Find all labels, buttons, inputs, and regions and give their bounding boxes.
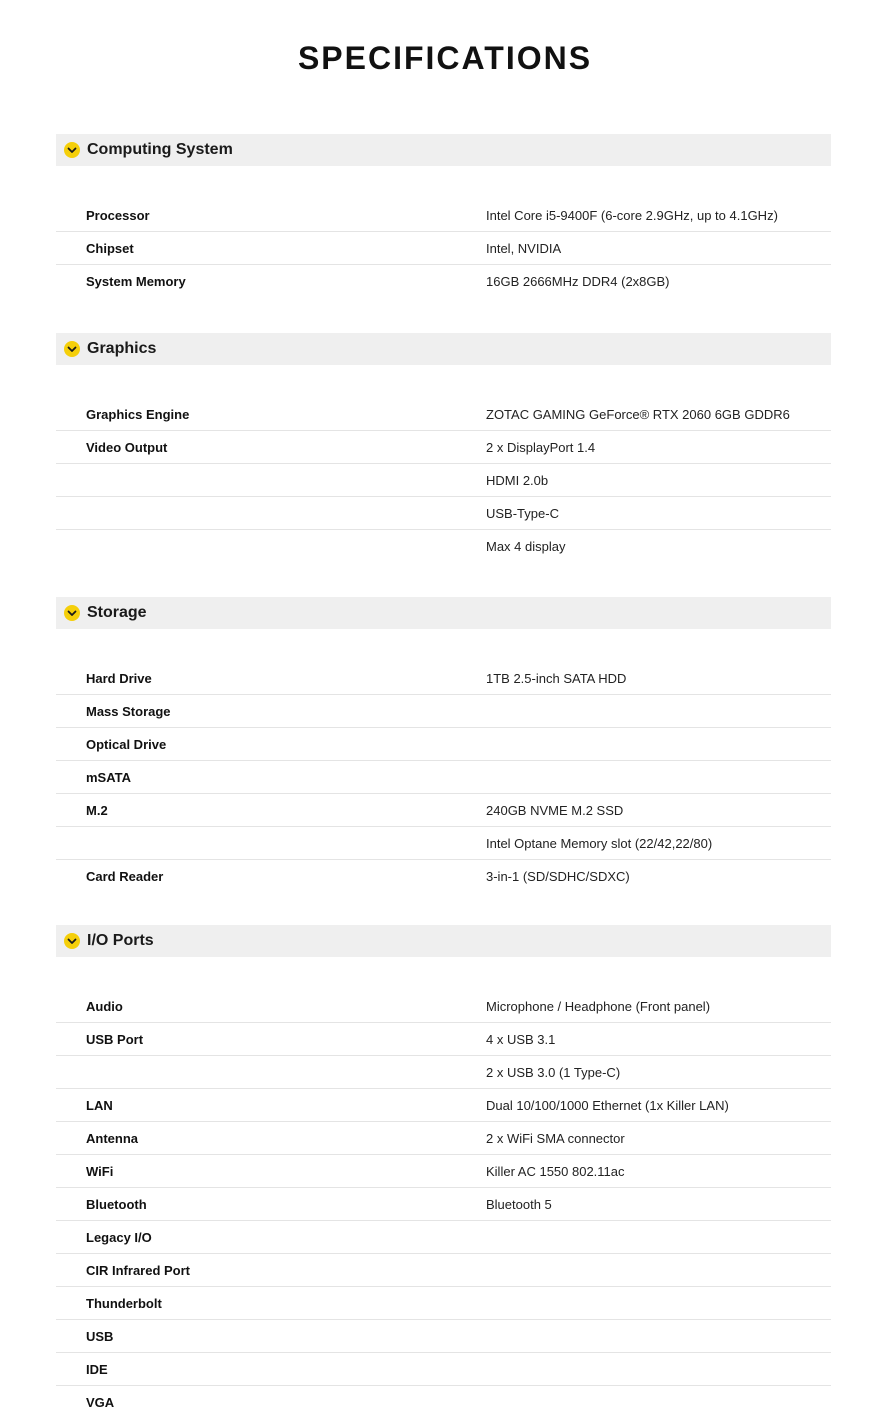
spec-value: Dual 10/100/1000 Ethernet (1x Killer LAN) <box>486 1097 729 1113</box>
spec-section-storage <box>56 597 831 892</box>
spec-label: Antenna <box>86 1130 138 1146</box>
spec-value: 1TB 2.5-inch SATA HDD <box>486 670 627 686</box>
spec-row <box>56 464 831 497</box>
section-title: Computing System <box>87 141 233 158</box>
spec-row <box>56 530 831 562</box>
spec-rows <box>56 398 831 562</box>
spec-rows <box>56 990 831 1418</box>
spec-value: Max 4 display <box>486 538 566 554</box>
spec-row <box>56 199 831 232</box>
spec-value: Intel Optane Memory slot (22/42,22/80) <box>486 835 713 851</box>
spec-row <box>56 1023 831 1056</box>
spec-label: Optical Drive <box>86 736 167 752</box>
spec-row <box>56 1188 831 1221</box>
spec-row <box>56 695 831 728</box>
spec-value: Killer AC 1550 802.11ac <box>486 1163 625 1179</box>
spec-label: VGA <box>86 1394 115 1410</box>
spec-row <box>56 662 831 695</box>
page-title: SPECIFICATIONS <box>297 40 593 76</box>
spec-value: 2 x WiFi SMA connector <box>486 1130 625 1146</box>
spec-label: Graphics Engine <box>86 406 190 422</box>
spec-value: 240GB NVME M.2 SSD <box>486 802 624 818</box>
spec-label: Mass Storage <box>86 703 171 719</box>
spec-section-graphics <box>56 333 831 562</box>
section-header-computing-system[interactable] <box>56 134 831 166</box>
spec-row <box>56 827 831 860</box>
spec-section-i-o-ports <box>56 925 831 1418</box>
spec-label: LAN <box>86 1097 113 1113</box>
spec-value: ZOTAC GAMING GeForce® RTX 2060 6GB GDDR6 <box>486 406 790 422</box>
chevron-down-icon[interactable] <box>64 142 80 158</box>
spec-value: 4 x USB 3.1 <box>486 1031 556 1047</box>
spec-row <box>56 497 831 530</box>
spec-label: Hard Drive <box>86 670 152 686</box>
spec-label: Processor <box>86 207 150 223</box>
spec-value: Bluetooth 5 <box>486 1196 552 1212</box>
spec-rows <box>56 662 831 892</box>
spec-row <box>56 1155 831 1188</box>
spec-label: Thunderbolt <box>86 1295 162 1311</box>
spec-row <box>56 1287 831 1320</box>
section-header-i-o-ports[interactable] <box>56 925 831 957</box>
spec-value: Microphone / Headphone (Front panel) <box>486 998 711 1014</box>
spec-value: 2 x USB 3.0 (1 Type-C) <box>486 1064 621 1080</box>
spec-row <box>56 1122 831 1155</box>
spec-label: USB Port <box>86 1031 144 1047</box>
spec-value: 3-in-1 (SD/SDHC/SDXC) <box>486 868 630 884</box>
spec-label: WiFi <box>86 1163 114 1179</box>
spec-label: IDE <box>86 1361 108 1377</box>
spec-row <box>56 1353 831 1386</box>
spec-row <box>56 860 831 892</box>
spec-row <box>56 398 831 431</box>
chevron-down-icon[interactable] <box>64 341 80 357</box>
spec-row <box>56 728 831 761</box>
spec-value: Intel Core i5-9400F (6-core 2.9GHz, up to 4.1GHz) <box>486 207 778 223</box>
spec-label: Chipset <box>86 240 134 256</box>
chevron-down-icon[interactable] <box>64 605 80 621</box>
spec-label: Legacy I/O <box>86 1229 152 1245</box>
spec-label: Audio <box>86 998 123 1014</box>
spec-value: Intel, NVIDIA <box>486 240 562 256</box>
spec-row <box>56 1089 831 1122</box>
spec-row <box>56 1254 831 1287</box>
spec-section-computing-system <box>56 134 831 297</box>
spec-row <box>56 990 831 1023</box>
spec-label: USB <box>86 1328 114 1344</box>
section-title: I/O Ports <box>87 932 154 949</box>
spec-label: Bluetooth <box>86 1196 147 1212</box>
chevron-down-icon[interactable] <box>64 933 80 949</box>
spec-label: Video Output <box>86 439 168 455</box>
spec-label: Card Reader <box>86 868 164 884</box>
section-title: Storage <box>87 604 147 621</box>
section-header-graphics[interactable] <box>56 333 831 365</box>
spec-row <box>56 265 831 297</box>
spec-label: System Memory <box>86 273 186 289</box>
spec-row <box>56 1386 831 1418</box>
spec-label: M.2 <box>86 802 108 818</box>
section-title: Graphics <box>87 340 157 357</box>
spec-row <box>56 1221 831 1254</box>
spec-row <box>56 1320 831 1353</box>
section-header-storage[interactable] <box>56 597 831 629</box>
spec-label: mSATA <box>86 769 132 785</box>
spec-value: 16GB 2666MHz DDR4 (2x8GB) <box>486 273 670 289</box>
spec-row <box>56 431 831 464</box>
spec-rows <box>56 199 831 297</box>
spec-value: 2 x DisplayPort 1.4 <box>486 439 596 455</box>
spec-value: HDMI 2.0b <box>486 472 549 488</box>
spec-row <box>56 761 831 794</box>
spec-label: CIR Infrared Port <box>86 1262 191 1278</box>
spec-row <box>56 794 831 827</box>
spec-row <box>56 1056 831 1089</box>
spec-row <box>56 232 831 265</box>
spec-value: USB-Type-C <box>486 505 559 521</box>
